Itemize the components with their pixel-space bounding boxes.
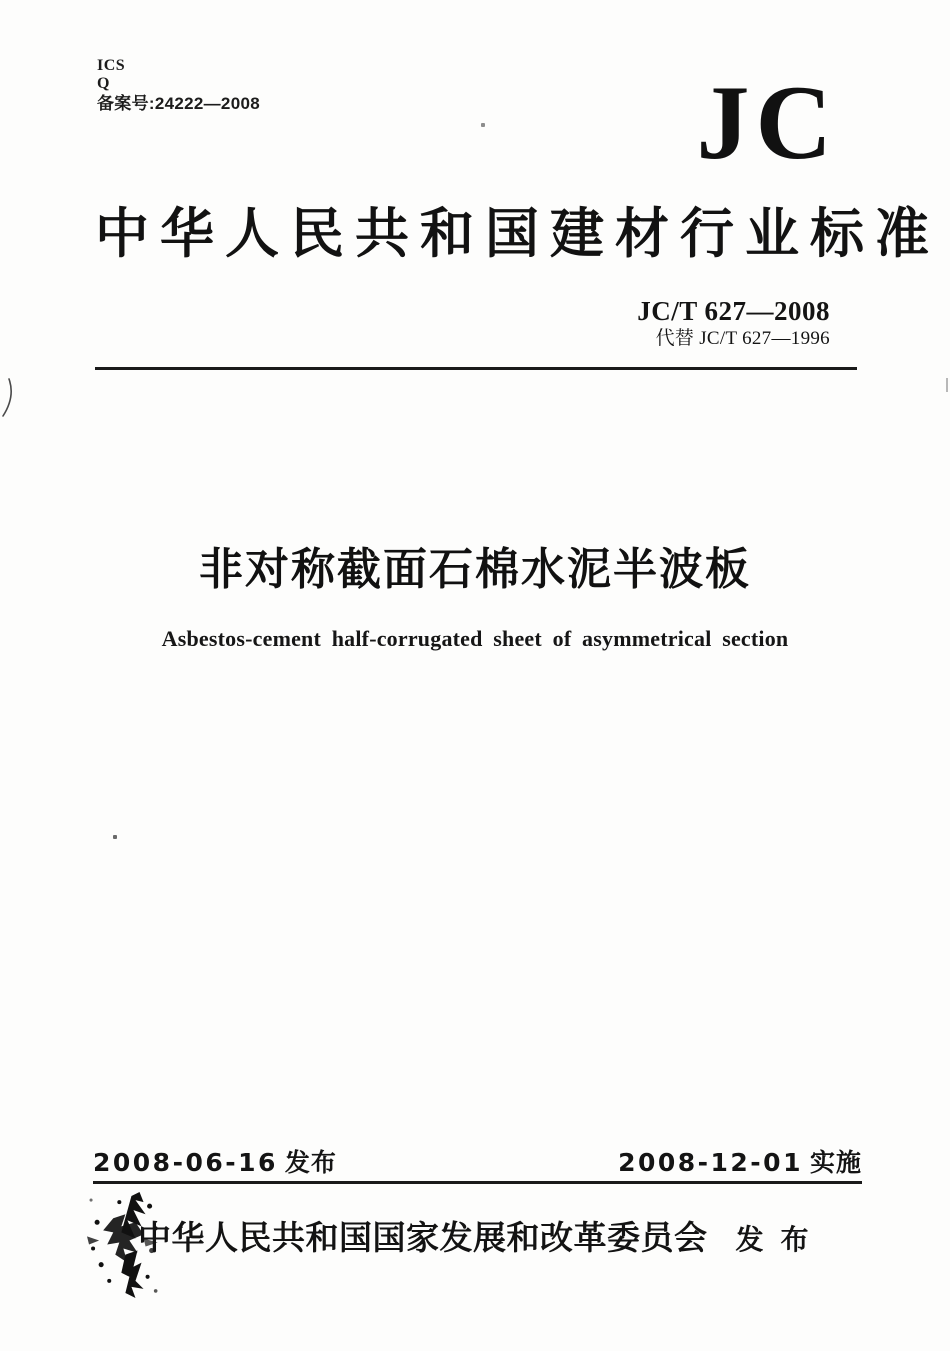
- edge-pen-mark: [0, 378, 14, 418]
- edge-scan-mark: [946, 378, 948, 392]
- replaces-note: 代替 JC/T 627—1996: [655, 328, 830, 349]
- header-rule: [95, 367, 857, 370]
- implementation-date: 2008-12-01: [618, 1148, 803, 1177]
- standard-code-block: [637, 297, 830, 350]
- issuing-body: 中华人民共和国国家发展和改革委员会: [138, 1219, 708, 1256]
- issue-date-group: [93, 1148, 337, 1178]
- ics-label: ICS: [97, 57, 126, 74]
- classification-code: Q: [97, 75, 110, 92]
- dates-row: [93, 1148, 862, 1178]
- document-title-cn: 非对称截面石棉水泥半波板: [199, 545, 751, 594]
- scan-speck: [481, 123, 485, 127]
- footer-rule: [93, 1181, 862, 1184]
- jc-logo: JC: [696, 64, 838, 181]
- standard-code: JC/T 627—2008: [637, 296, 830, 326]
- scan-speck: [113, 835, 117, 839]
- implementation-date-label: 实施: [809, 1149, 862, 1177]
- footer-issuer-line: [138, 1216, 826, 1262]
- issue-date-label: 发布: [284, 1149, 337, 1177]
- record-number: 备案号:24222—2008: [97, 94, 260, 113]
- document-title-en: Asbestos-cement half-corrugated sheet of asymmetrical section: [161, 626, 789, 651]
- issue-date: 2008-06-16: [93, 1148, 278, 1177]
- issue-action-label: 发布: [735, 1224, 826, 1255]
- registry-block: [97, 57, 260, 114]
- standard-category-title: 中华人民共和国建材行业标准: [95, 204, 940, 264]
- implementation-date-group: [618, 1148, 862, 1178]
